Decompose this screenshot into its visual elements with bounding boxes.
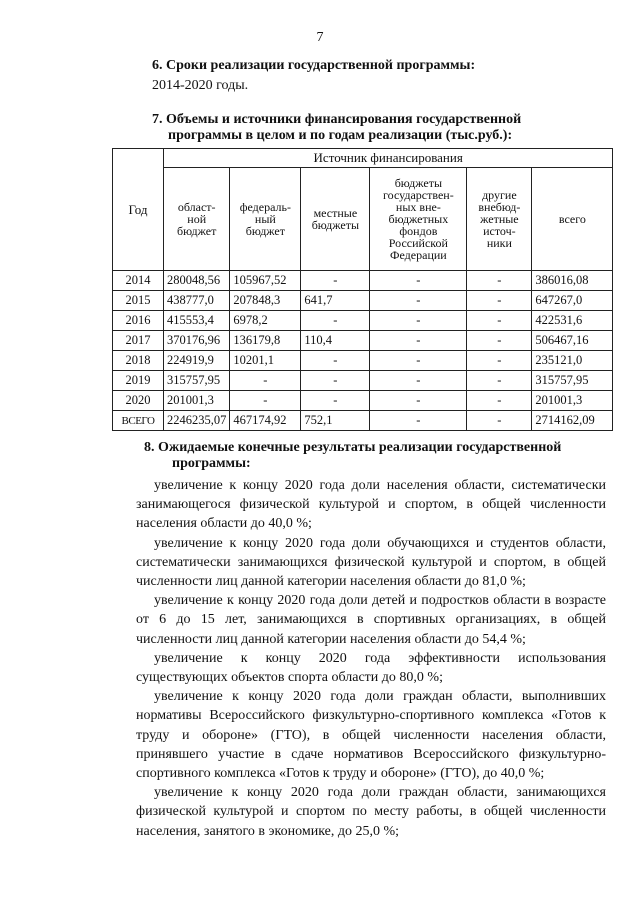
table-row	[113, 311, 613, 331]
page-number: 7	[316, 30, 324, 45]
table-cell: -	[370, 351, 467, 371]
table-cell: 207848,3	[230, 291, 301, 311]
table-row	[113, 391, 613, 411]
table-cell: -	[467, 291, 532, 311]
expected-results-list	[136, 476, 606, 841]
table-cell: -	[301, 391, 370, 411]
table-cell: 201001,3	[532, 391, 613, 411]
column-header: бюджеты государствен- ных вне- бюджетных фондов Российской Федерации	[370, 168, 467, 271]
section-6-value: 2014-2020 годы.	[152, 78, 249, 93]
table-cell: 647267,0	[532, 291, 613, 311]
table-cell: -	[370, 291, 467, 311]
table-cell: -	[301, 371, 370, 391]
table-row	[113, 371, 613, 391]
table-cell: 752,1	[301, 411, 370, 431]
section-7-title	[152, 112, 572, 144]
table-cell: -	[370, 331, 467, 351]
year-cell: 2020	[113, 391, 164, 411]
result-item: увеличение к концу 2020 года эффективности использования существующих объектов спорта области до 80,0 %;	[136, 650, 606, 686]
table-cell: -	[467, 371, 532, 391]
table-cell: 2246235,07	[164, 411, 230, 431]
section-8-title-line-1: 8. Ожидаемые конечные результаты реализации государственной	[144, 440, 562, 455]
table-row	[113, 331, 613, 351]
table-cell: -	[467, 391, 532, 411]
table-cell: -	[230, 391, 301, 411]
section-7-title-line-1: 7. Объемы и источники финансирования государственной	[152, 112, 522, 127]
table-cell: 422531,6	[532, 311, 613, 331]
table-cell: -	[467, 311, 532, 331]
table-cell: -	[370, 311, 467, 331]
year-cell: 2015	[113, 291, 164, 311]
table-cell: -	[230, 371, 301, 391]
table-cell: 315757,95	[532, 371, 613, 391]
table-cell: -	[467, 351, 532, 371]
table-cell: 315757,95	[164, 371, 230, 391]
column-header: местные бюджеты	[301, 168, 370, 271]
section-6-title: 6. Сроки реализации государственной программы:	[152, 58, 476, 73]
result-item: увеличение к концу 2020 года доли граждан области, занимающихся физической культурой и спортом по месту работы, в общей численности населения, занятого в экономике, до 25,0 %;	[136, 785, 606, 839]
table-cell: 370176,96	[164, 331, 230, 351]
table-cell: 438777,0	[164, 291, 230, 311]
table-cell: 105967,52	[230, 271, 301, 291]
table-cell: 201001,3	[164, 391, 230, 411]
year-cell: 2019	[113, 371, 164, 391]
table-cell: -	[301, 311, 370, 331]
result-item: увеличение к концу 2020 года доли детей и подростков области в возрасте от 6 до 15 лет, занимающихся в спортивных организациях, в общей численности лиц данной категории населения области до 54,4 %;	[136, 593, 606, 647]
table-cell: 110,4	[301, 331, 370, 351]
table-cell: -	[467, 411, 532, 431]
table-cell: -	[467, 331, 532, 351]
year-cell: 2017	[113, 331, 164, 351]
table-cell: 224919,9	[164, 351, 230, 371]
year-cell: 2014	[113, 271, 164, 291]
section-8-title-line-2: программы:	[172, 456, 251, 471]
table-row	[113, 351, 613, 371]
column-header: всего	[532, 168, 613, 271]
column-header: област- ной бюджет	[164, 168, 230, 271]
table-cell: 386016,08	[532, 271, 613, 291]
table-cell: 415553,4	[164, 311, 230, 331]
table-cell: -	[370, 391, 467, 411]
year-cell: 2018	[113, 351, 164, 371]
table-cell: -	[301, 351, 370, 371]
table-cell: -	[370, 411, 467, 431]
table-cell: -	[467, 271, 532, 291]
table-cell: -	[301, 271, 370, 291]
year-cell: 2016	[113, 311, 164, 331]
column-header: другие внебюд- жетные источ- ники	[467, 168, 532, 271]
table-row	[113, 411, 613, 431]
table-cell: 10201,1	[230, 351, 301, 371]
table-cell: -	[370, 271, 467, 291]
year-cell: ВСЕГО	[113, 411, 164, 431]
table-cell: 6978,2	[230, 311, 301, 331]
source-header: Источник финансирования	[164, 149, 613, 168]
table-cell: 506467,16	[532, 331, 613, 351]
table-cell: 235121,0	[532, 351, 613, 371]
table-cell: 136179,8	[230, 331, 301, 351]
year-header: Год	[113, 149, 164, 271]
table-row	[113, 291, 613, 311]
section-8-title	[144, 440, 614, 472]
result-item: увеличение к концу 2020 года доли граждан области, выполнивших нормативы Всероссийского физкультурно-спортивного комплекса «Готов к труду и обороне» (ГТО), в общей численности населения области, принявшего участие в сдаче нормативов Всероссийского физкультурно-спортивного комплекса «Готов к труду и обороне» (ГТО), до 40,0 %;	[136, 689, 606, 782]
column-header: федераль- ный бюджет	[230, 168, 301, 271]
table-cell: -	[370, 371, 467, 391]
table-cell: 467174,92	[230, 411, 301, 431]
table-cell: 2714162,09	[532, 411, 613, 431]
table-row	[113, 271, 613, 291]
financing-table	[112, 148, 613, 431]
result-item: увеличение к концу 2020 года доли обучающихся и студентов области, систематически занимающихся физической культурой и спортом, в общей численности лиц данной категории населения области до 81,0 %;	[136, 535, 606, 590]
table-cell: 280048,56	[164, 271, 230, 291]
result-item: увеличение к концу 2020 года доли населения области, систематически занимающегося физической культурой и спортом, в общей численности населения области до 40,0 %;	[136, 478, 606, 532]
section-7-title-line-2: программы в целом и по годам реализации (тыс.руб.):	[168, 128, 513, 143]
table-cell: 641,7	[301, 291, 370, 311]
